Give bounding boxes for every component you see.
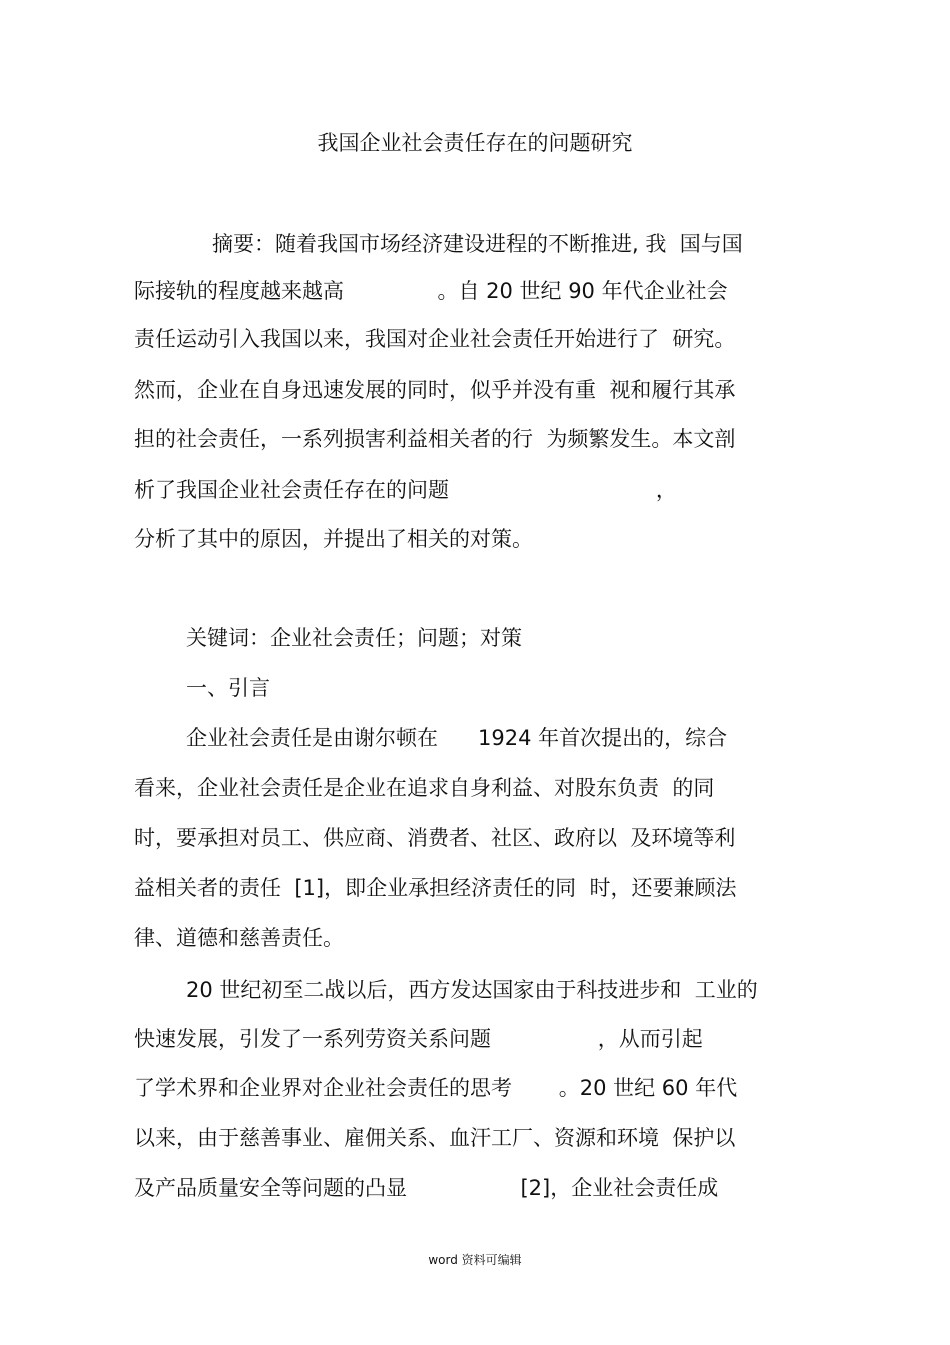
paragraph2-line-3: 了学术界和企业界对企业社会责任的思考 。20 世纪 60 年代: [134, 1076, 738, 1100]
abstract-line-3: 责任运动引入我国以来，我国对企业社会责任开始进行了 研究。: [134, 327, 736, 351]
paragraph1-line-5: 律、道德和慈善责任。: [134, 926, 344, 950]
abstract-line-1: 摘要：随着我国市场经济建设进程的不断推进, 我 国与国: [212, 232, 743, 256]
paragraph1-line-4: 益相关者的责任 [1]，即企业承担经济责任的同 时，还要兼顾法: [134, 876, 737, 900]
document-title: 我国企业社会责任存在的问题研究: [317, 131, 633, 155]
section-heading: 一、引言: [186, 676, 270, 700]
paragraph1-line-3: 时，要承担对员工、供应商、消费者、社区、政府以 及环境等利: [134, 826, 736, 850]
keywords-line: 关键词：企业社会责任；问题；对策: [186, 626, 522, 650]
paragraph1-line-1: 企业社会责任是由谢尔顿在 1924 年首次提出的，综合: [186, 726, 728, 750]
page-footer: word 资料可编辑: [428, 1253, 522, 1267]
paragraph2-line-5: 及产品质量安全等问题的凸显 [2]，企业社会责任成: [134, 1176, 719, 1200]
abstract-line-4: 然而，企业在自身迅速发展的同时，似乎并没有重 视和履行其承: [134, 378, 736, 402]
paragraph2-line-4: 以来，由于慈善事业、雇佣关系、血汗工厂、资源和环境 保护以: [134, 1126, 736, 1150]
abstract-line-7: 分析了其中的原因，并提出了相关的对策。: [134, 527, 533, 551]
abstract-line-6: 析了我国企业社会责任存在的问题 ，: [134, 478, 677, 502]
abstract-line-5: 担的社会责任，一系列损害利益相关者的行 为频繁发生。本文剖: [134, 427, 736, 451]
paragraph2-line-2: 快速发展，引发了一系列劳资关系问题 ，从而引起: [134, 1027, 703, 1051]
abstract-line-2: 际接轨的程度越来越高 。自 20 世纪 90 年代企业社会: [134, 279, 728, 303]
paragraph1-line-2: 看来，企业社会责任是企业在追求自身利益、对股东负责 的同: [134, 776, 715, 800]
paragraph2-line-1: 20 世纪初至二战以后，西方发达国家由于科技进步和 工业的: [186, 978, 758, 1002]
